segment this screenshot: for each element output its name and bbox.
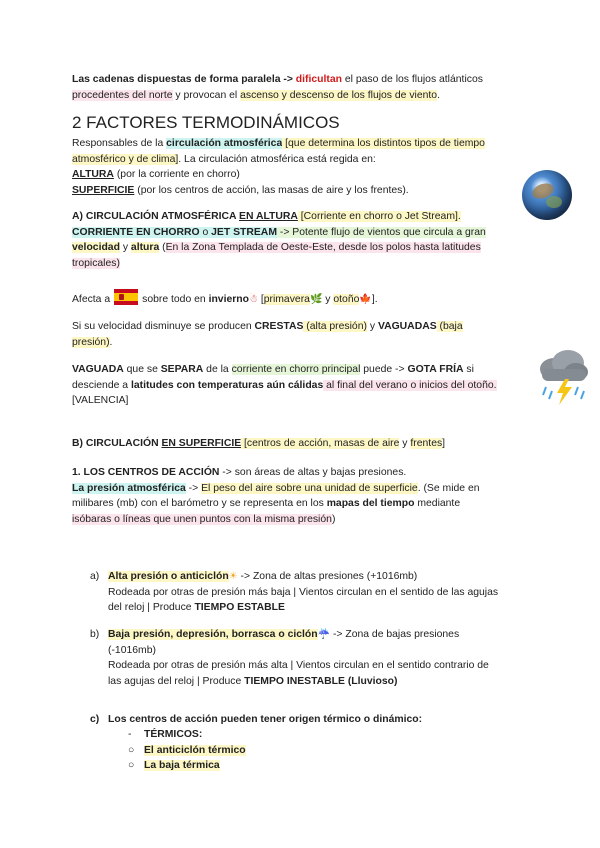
maple-leaf-icon: 🍁 [359, 294, 372, 305]
text: o [199, 226, 212, 238]
herb-icon: 🌿 [309, 294, 323, 305]
velocidad-paragraph [72, 319, 527, 350]
text: otoño [333, 294, 360, 305]
sun-icon: ☀ [228, 571, 238, 582]
list-marker: c) [90, 714, 100, 725]
keyword: TIEMPO INESTABLE (Lluvioso) [244, 675, 398, 687]
keyword: JET STREAM [211, 226, 277, 238]
text: [que determina los distintos tipos de tiempo [282, 138, 485, 149]
text: En la Zona Templada de Oeste-Este, desde los polos hasta latitudes [165, 242, 481, 254]
section-a [72, 209, 527, 271]
text: Los centros de acción pueden tener origen térmico o dinámico: [108, 714, 423, 725]
factores-paragraph [72, 136, 527, 198]
text: . (Se mide en [417, 482, 480, 494]
text: primavera [263, 294, 310, 305]
intro-highlight: dificultan [295, 74, 342, 85]
keyword: Baja presión, depresión, borrasca o ciclón [108, 629, 318, 640]
intro-text: . [437, 89, 440, 101]
keyword: SEPARA [160, 364, 204, 375]
text: (baja [436, 321, 463, 332]
keyword: altura [130, 242, 160, 254]
text: [centros de acción, [241, 438, 335, 449]
text: tropicales) [72, 257, 120, 269]
text: mediante [414, 498, 461, 510]
list-item [90, 569, 530, 616]
heading-text: EN ALTURA [239, 211, 298, 222]
section-b [72, 436, 527, 452]
circle-bullet-icon: ○ [128, 744, 135, 756]
text: [Corriente en chorro o Jet Stream]. [297, 211, 461, 222]
text: -> [185, 482, 202, 494]
text: ( [159, 242, 166, 254]
text: frentes [410, 438, 443, 449]
text: isóbaras o líneas que unen puntos con la misma presión [72, 513, 332, 525]
text: sobre todo en [142, 294, 209, 305]
heading-text: EN SUPERFICIE [161, 438, 242, 449]
superficie-label: SUPERFICIE [72, 184, 135, 196]
text: -> Zona de altas presiones (+1016mb) [237, 571, 418, 582]
text: Si su velocidad disminuye se producen [72, 321, 255, 332]
keyword: velocidad [72, 242, 120, 254]
altura-label: ALTURA [72, 169, 114, 181]
keyword: invierno [208, 294, 249, 305]
text: al final del verano o inicios del otoño. [323, 379, 497, 391]
keyword: CRESTAS [254, 321, 304, 332]
text: [ [257, 294, 264, 305]
spain-flag-icon [114, 289, 138, 305]
sub-list [128, 727, 246, 774]
keyword: 1. LOS CENTROS DE ACCIÓN [72, 467, 220, 478]
centros-paragraph [72, 465, 527, 527]
heading-text: A) CIRCULACIÓN ATMOSFÉRICA [72, 211, 240, 222]
text: atmosférico y de clima] [72, 153, 179, 165]
keyword: Alta presión o anticiclón [108, 571, 229, 582]
intro-paragraph [72, 72, 527, 103]
dash-bullet: - [128, 729, 132, 740]
intro-text: procedentes del norte [72, 89, 173, 101]
text: Rodeada por otras de presión más baja | Vientos circulan en el sentido de las agujas [108, 586, 499, 598]
text: [VALENCIA] [72, 395, 129, 407]
globe-icon [522, 170, 572, 220]
text: ]. [371, 294, 378, 305]
list-item-label: TÉRMICOS: [144, 729, 203, 740]
intro-text: Las cadenas dispuestas de forma paralela [72, 74, 281, 85]
keyword: GOTA FRÍA [407, 364, 464, 375]
text: y [399, 438, 411, 449]
list-item-label: La baja térmica [144, 760, 220, 772]
vaguada-paragraph [72, 362, 527, 409]
list-item [90, 627, 530, 689]
text: de la [203, 364, 232, 375]
keyword: La presión atmosférica [72, 482, 186, 494]
text: Afecta a [72, 294, 111, 305]
keyword: mapas del tiempo [326, 498, 415, 510]
intro-text: ascenso y descenso de los flujos de viento [240, 89, 438, 101]
text: -> Potente flujo de vientos que circula a gran [276, 226, 486, 238]
text: Rodeada por otras de presión más alta | Vientos circulan en el sentido contrario de [108, 660, 489, 672]
afecta-line [72, 289, 527, 308]
list-marker: b) [90, 629, 100, 640]
text: . La circulación atmosférica está regida en: [178, 153, 376, 165]
circle-bullet-icon: ○ [128, 760, 135, 772]
text: ) [331, 513, 336, 525]
snowman-icon: ☃ [248, 294, 258, 305]
text: (-1016mb) [108, 644, 156, 656]
text: presión) [72, 336, 110, 348]
heading-text: B) CIRCULACIÓN [72, 438, 162, 449]
text: Responsables de la [72, 138, 167, 149]
text: si [463, 364, 474, 375]
text: puede -> [360, 364, 408, 375]
text: corriente en chorro principal [231, 364, 361, 375]
text: masas de aire [334, 438, 400, 449]
keyword: VAGUADAS [377, 321, 437, 332]
text: (por los centros de acción, las masas de aire y los frentes). [134, 184, 409, 196]
text: desciende a [72, 379, 131, 391]
text: (alta presión) [303, 321, 367, 332]
text: las agujas del reloj | Produce [108, 675, 245, 687]
text: y [119, 242, 131, 254]
umbrella-rain-icon: ☔ [317, 629, 331, 640]
text: El peso del aire sobre una unidad de superficie [201, 482, 418, 494]
storm-cloud-icon [532, 345, 592, 407]
intro-arrow: -> [280, 74, 296, 85]
list-marker: a) [90, 571, 100, 582]
text: del reloj | Produce [108, 602, 195, 614]
text: que se [123, 364, 161, 375]
intro-text: y provocan el [172, 89, 241, 101]
text: ] [442, 438, 446, 449]
list-item-label: El anticiclón térmico [144, 744, 246, 756]
text: y [366, 321, 378, 332]
keyword: CORRIENTE EN CHORRO [72, 226, 200, 238]
list-item [90, 712, 530, 728]
keyword: circulación atmosférica [166, 138, 283, 149]
text: -> son áreas de altas y bajas presiones. [219, 467, 407, 478]
section-heading: 2 FACTORES TERMODINÁMICOS [72, 113, 340, 132]
keyword: TIEMPO ESTABLE [194, 602, 285, 614]
text: . [109, 336, 113, 348]
keyword: VAGUADA [72, 364, 124, 375]
intro-text: el paso de los flujos atlánticos [341, 74, 483, 85]
text: -> Zona de bajas presiones [330, 629, 460, 640]
text: y [322, 294, 334, 305]
keyword: latitudes con temperaturas aún cálidas [130, 379, 324, 391]
text: (por la corriente en chorro) [113, 169, 240, 181]
text: milibares (mb) con el barómetro y se representa en los [72, 498, 327, 510]
